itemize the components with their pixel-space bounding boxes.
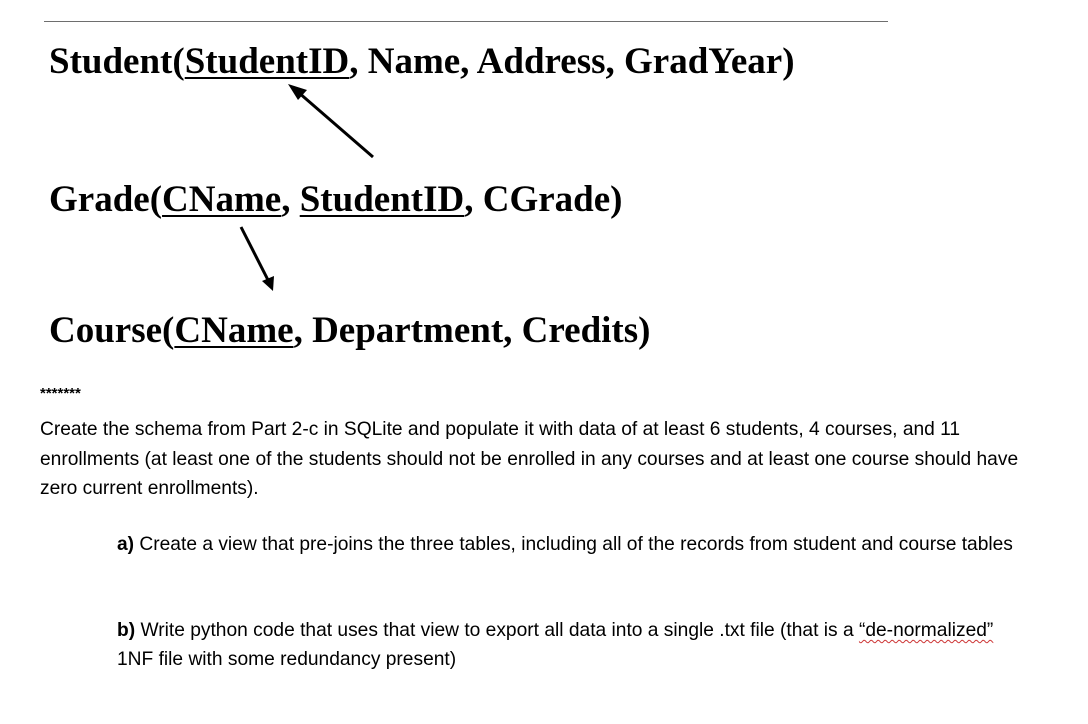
- assignment-intro: Create the schema from Part 2-c in SQLite and populate it with data of at least 6 students, 4 courses, and 11 enrollments (at least one of the students should not be enrolled in any courses and at least one course should have zero current enrollments).: [40, 419, 1019, 499]
- grade-to-course-arrow: [241, 227, 274, 291]
- course-attributes: , Department, Credits): [293, 310, 651, 351]
- grade-key-cname: CName: [162, 179, 282, 220]
- task-b-label: b): [117, 620, 136, 641]
- grade-table-name: Grade: [49, 179, 150, 220]
- task-b-denormalized-highlight: “de-normalized”: [858, 620, 994, 641]
- task-b-text-pre: Write python code that uses that view to export all data into a single .txt file (that is a: [135, 620, 859, 641]
- grade-open-paren: (: [149, 179, 163, 220]
- grade-key-separator: ,: [281, 179, 300, 220]
- task-b-text-post: 1NF file with some redundancy present): [117, 648, 457, 670]
- course-open-paren: (: [162, 310, 175, 351]
- course-table-name: Course: [49, 310, 163, 351]
- task-a-text: Create a view that pre-joins the three tables, including all of the records from student and course tables: [134, 534, 1013, 555]
- student-attributes: , Name, Address, GradYear): [349, 41, 795, 82]
- grade-key-studentid: StudentID: [299, 179, 465, 220]
- student-table-name: Student: [49, 41, 173, 82]
- student-open-paren: (: [172, 41, 185, 82]
- grade-attributes: , CGrade): [464, 179, 623, 220]
- task-a: [117, 531, 1017, 560]
- course-primary-key: CName: [174, 310, 294, 351]
- student-primary-key: StudentID: [184, 41, 350, 82]
- grade-to-student-arrow: [288, 84, 373, 157]
- task-a-label: a): [117, 534, 135, 555]
- task-b: [117, 617, 1017, 674]
- separator-asterisks: *******: [40, 385, 81, 402]
